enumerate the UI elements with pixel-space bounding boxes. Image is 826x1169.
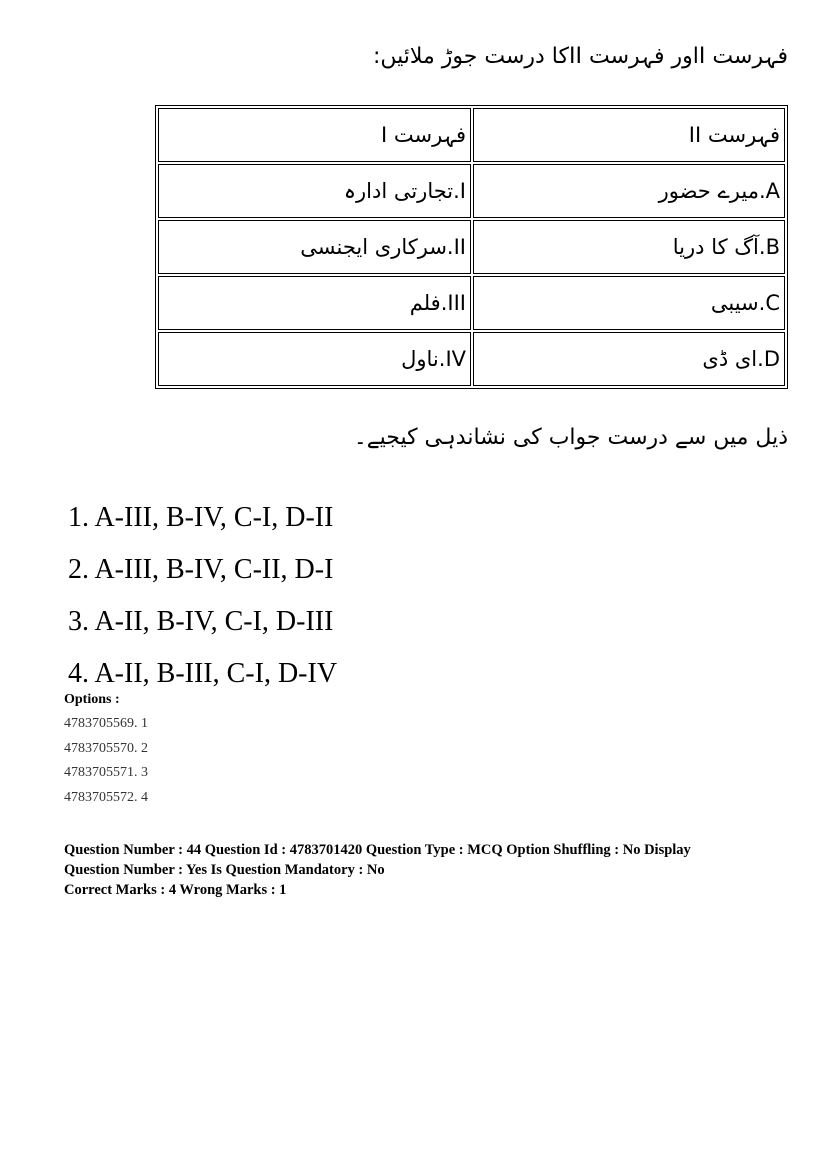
list1-cell: IV.ناول: [158, 332, 471, 386]
list1-header: فہرست I: [158, 108, 471, 162]
table-row: [158, 220, 785, 274]
table-row: [158, 276, 785, 330]
match-table: [155, 105, 788, 389]
list1-cell: II.سرکاری ایجنسی: [158, 220, 471, 274]
meta-line: Question Number : 44 Question Id : 4783701420 Question Type : MCQ Option Shuffling : No Display: [64, 842, 691, 858]
answer-option: 4. A-II, B-III, C-I, D-IV: [68, 658, 338, 689]
options-label: Options :: [64, 692, 120, 707]
question-title: فہرست Iاور فہرست IIکا درست جوڑ ملائیں:: [372, 44, 788, 69]
answer-list: [68, 498, 337, 706]
question-meta: [64, 840, 691, 900]
question-instruction: ذیل میں سے درست جواب کی نشاندہی کیجیے۔: [353, 425, 788, 450]
table-header-row: [158, 108, 785, 162]
answer-option: 1. A-III, B-IV, C-I, D-II: [68, 502, 334, 533]
list1-cell: III.فلم: [158, 276, 471, 330]
list2-cell: D.ای ڈی: [473, 332, 785, 386]
option-id: 4783705570. 2: [64, 740, 148, 756]
list2-header: فہرست II: [473, 108, 785, 162]
meta-line: Question Number : Yes Is Question Mandatory : No: [64, 862, 385, 878]
table-row: [158, 332, 785, 386]
list2-cell: C.سیبی: [473, 276, 785, 330]
list1-cell: I.تجارتی ادارہ: [158, 164, 471, 218]
answer-option: 3. A-II, B-IV, C-I, D-III: [68, 606, 334, 637]
option-id: 4783705572. 4: [64, 789, 148, 805]
option-id: 4783705571. 3: [64, 765, 148, 780]
table-row: [158, 164, 785, 218]
meta-line: Correct Marks : 4 Wrong Marks : 1: [64, 882, 287, 898]
list2-cell: A.میرے حضور: [473, 164, 785, 218]
option-id: 4783705569. 1: [64, 716, 148, 731]
answer-option: 2. A-III, B-IV, C-II, D-I: [68, 554, 334, 585]
option-id-list: [64, 714, 148, 812]
list2-cell: B.آگ کا دریا: [473, 220, 785, 274]
